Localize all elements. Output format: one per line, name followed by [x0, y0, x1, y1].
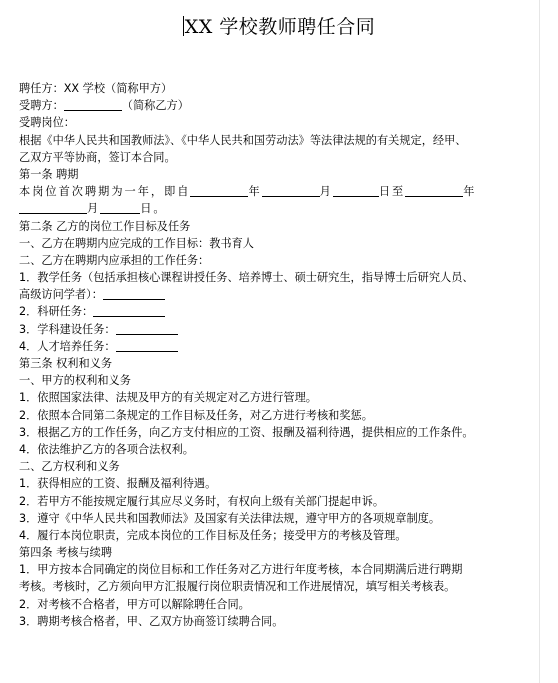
a-right-4: 4．依法维护乙方的各项合法权利。: [19, 442, 194, 456]
eval-1-line-b: 考核。考核时，乙方须向甲方汇报履行岗位职责情况和工作进展情况，填写相关考核表。: [19, 580, 456, 594]
end-day-blank[interactable]: [100, 201, 140, 214]
eval-1-line-a: 1．甲方按本合同确定的岗位目标和工作任务对乙方进行年度考核，本合同期满后进行聘期: [19, 563, 463, 577]
task-3-line: [19, 321, 529, 338]
a-right-1: 1．依照国家法律、法规及甲方的有关规定对乙方进行管理。: [19, 391, 317, 405]
task-1-blank[interactable]: [103, 287, 165, 300]
b-right-2: 2．若甲方不能按规定履行其应尽义务时，有权向上级有关部门提起申诉。: [19, 494, 385, 508]
party-b-label: 受聘方：: [19, 99, 64, 113]
b-right-1: 1．获得相应的工资、报酬及福利待遇。: [19, 477, 217, 491]
party-b-rights-heading: 二、乙方权利和义务: [19, 460, 120, 474]
contract-body: [19, 80, 529, 630]
task-4-label: 4．人才培养任务：: [19, 339, 116, 353]
party-a-line: 聘任方：XX 学校（简称甲方）: [19, 82, 173, 95]
task-3-label: 3．学科建设任务：: [19, 322, 116, 336]
start-day-blank[interactable]: [333, 184, 379, 197]
position-line: 受聘岗位：: [19, 116, 75, 130]
task-1-label: 高级访问学者）：: [19, 288, 103, 302]
basis-line-2: 乙双方平等协商，签订本合同。: [19, 150, 176, 164]
article-3-heading: 第三条 权利和义务: [19, 357, 113, 370]
year-label: 年: [248, 185, 262, 199]
day-end-label: 日。: [140, 202, 167, 216]
term-label: 本岗位首次聘期为一年，即自: [19, 185, 191, 199]
month-label-2: 月: [87, 202, 101, 216]
party-b-line: [19, 97, 529, 114]
basis-line-1: 根据《中华人民共和国教师法》、《中华人民共和国劳动法》等法律法规的有关规定，经甲、: [19, 133, 467, 147]
a-right-3: 3．根据乙方的工作任务，向乙方支付相应的工资、报酬及福利待遇，提供相应的工作条件。: [19, 425, 474, 439]
end-month-blank[interactable]: [19, 201, 87, 214]
party-b-suffix: （简称乙方）: [121, 99, 189, 113]
party-a-rights-heading: 一、甲方的权利和义务: [19, 374, 131, 388]
title-text: XX 学校教师聘任合同: [184, 16, 376, 38]
article-4-heading: 第四条 考核与续聘: [19, 546, 113, 560]
article-1-heading: 第一条 聘期: [19, 167, 79, 181]
document-title: [0, 12, 558, 39]
task-1-line-a: 1．教学任务（包括承担核心课程讲授任务、培养博士、硕士研究生，指导博士后研究人员、: [19, 271, 474, 285]
start-month-blank[interactable]: [262, 184, 320, 197]
goal-line: 一、乙方在聘期内应完成的工作目标：教书育人: [19, 236, 254, 250]
month-label: 月: [319, 185, 333, 199]
eval-3-line: 3．聘期考核合格者，甲、乙双方协商签订续聘合同。: [19, 614, 284, 628]
task-2-line: [19, 303, 529, 320]
term-line-2: [19, 200, 529, 217]
task-4-blank[interactable]: [116, 339, 178, 352]
party-b-blank[interactable]: [64, 98, 122, 111]
a-right-2: 2．依照本合同第二条规定的工作目标及任务，对乙方进行考核和奖惩。: [19, 408, 373, 422]
task-2-label: 2．科研任务：: [19, 305, 94, 319]
tasks-line: 二、乙方在聘期内应承担的工作任务：: [19, 253, 210, 267]
year-label-2: 年: [463, 185, 477, 199]
b-right-4: 4．履行本岗位职责，完成本岗位的工作目标及任务；接受甲方的考核及管理。: [19, 528, 407, 542]
page-edge: [539, 0, 558, 683]
term-line: [19, 183, 529, 200]
end-year-blank[interactable]: [405, 184, 463, 197]
day-to-label: 日至: [378, 185, 406, 199]
eval-2-line: 2．对考核不合格者，甲方可以解除聘任合同。: [19, 597, 250, 611]
task-1-line-b: [19, 286, 529, 303]
task-4-line: [19, 338, 529, 355]
start-year-blank[interactable]: [190, 184, 248, 197]
article-2-heading: 第二条 乙方的岗位工作目标及任务: [19, 219, 191, 233]
b-right-3: 3．遵守《中华人民共和国教师法》及国家有关法律法规，遵守甲方的各项规章制度。: [19, 511, 441, 525]
task-3-blank[interactable]: [116, 322, 178, 335]
text-cursor: [183, 16, 184, 36]
task-2-blank[interactable]: [93, 304, 165, 317]
